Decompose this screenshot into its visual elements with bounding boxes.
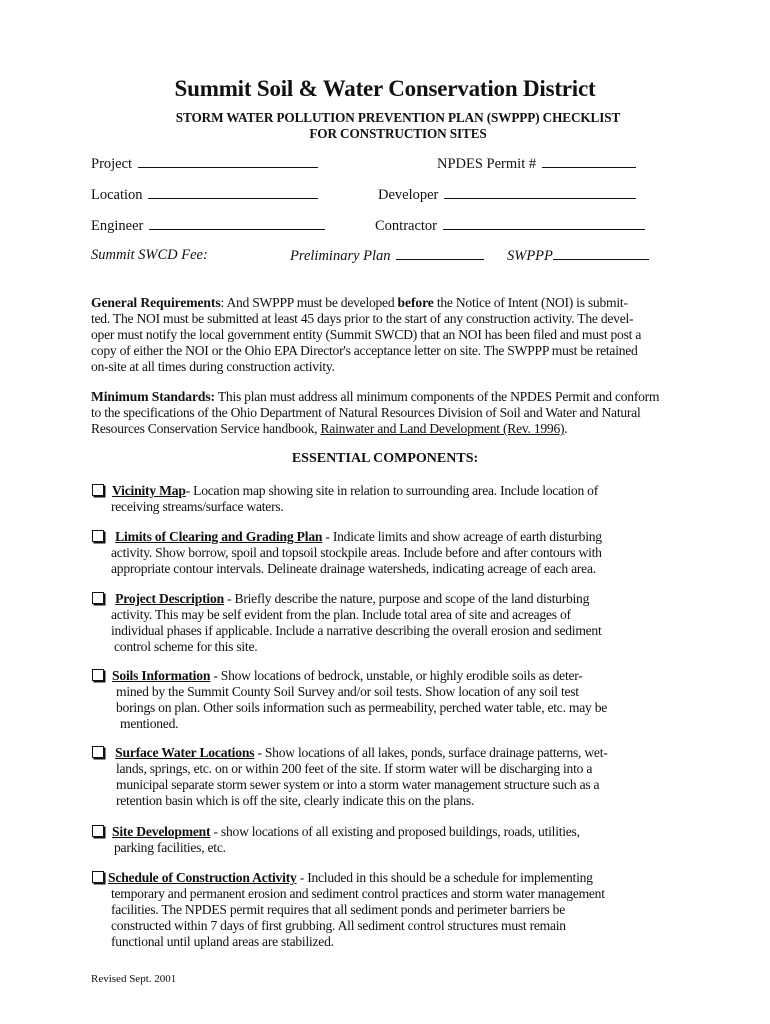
checklist-item-surface-water [92,745,692,809]
npdes-blank[interactable] [542,155,636,168]
project-field[interactable] [91,155,318,173]
page-title: Summit Soil & Water Conservation District [174,76,596,101]
swppp-label: SWPPP [507,248,553,264]
preliminary-blank[interactable] [396,247,484,260]
item-line: appropriate contour intervals. Delineate drainage watersheds, indicating acreage of each area. [111,561,596,576]
item-text: - Included in this should be a schedule for implementing [296,870,593,885]
item-heading: Soils Information [112,668,211,683]
minimum-line-3b: . [564,421,568,436]
contractor-field[interactable] [375,217,645,235]
checklist-item-vicinity-map [92,483,692,515]
project-label: Project [91,156,133,172]
item-heading: Schedule of Construction Activity [108,870,297,885]
checkbox-icon[interactable] [92,592,104,604]
contractor-blank[interactable] [443,217,645,230]
swppp-blank[interactable] [553,247,649,260]
item-line: activity. Show borrow, spoil and topsoil stockpile areas. Include before and after contours with [111,545,602,560]
general-label: General Requirements [91,295,221,310]
general-line-4: copy of either the NOI or the Ohio EPA Director's acceptance letter on site. The SWPPP must be retained [91,343,638,358]
item-heading: Surface Water Locations [115,745,255,760]
checkbox-icon[interactable] [92,669,104,681]
item-heading: Project Description [115,591,224,606]
item-line: activity. This may be self evident from the plan. Include total area of site and acreages of [111,607,571,622]
checklist-item-soils-information [92,668,692,732]
minimum-standards [91,389,716,437]
item-line: functional until upland areas are stabilized. [111,934,334,949]
checklist-item-site-development [92,824,692,856]
contractor-label: Contractor [375,218,438,234]
item-line: retention basin which is off the site, clearly indicate this on the plans. [116,793,475,808]
minimum-line-3a: Resources Conservation Service handbook, [91,421,321,436]
engineer-blank[interactable] [149,217,325,230]
item-line: individual phases if applicable. Include a narrative describing the overall erosion and sediment [111,623,602,638]
handbook-link[interactable]: Rainwater and Land Development (Rev. 1996) [320,421,565,436]
item-heading: Vicinity Map [112,483,186,498]
minimum-label: Minimum Standards: [91,389,215,404]
item-text: - Indicate limits and show acreage of earth disturbing [322,529,602,544]
item-line: mentioned. [120,716,179,731]
general-bold-word: before [397,295,434,310]
checkbox-icon[interactable] [92,530,104,542]
revision-note: Revised Sept. 2001 [91,973,177,985]
item-line: mined by the Summit County Soil Survey and/or soil tests. Show location of any soil test [116,684,579,699]
developer-field[interactable] [378,186,636,204]
item-line: borings on plan. Other soils information such as permeability, perched water table, etc. may be [116,700,608,715]
item-text: - Briefly describe the nature, purpose and scope of the land disturbing [223,591,590,606]
checkbox-icon[interactable] [92,871,104,883]
item-text: - Location map showing site in relation to surrounding area. Include location of [185,483,598,498]
item-line: temporary and permanent erosion and sediment control practices and storm water management [111,886,605,901]
item-text: - Show locations of bedrock, unstable, or highly erodible soils as deter- [210,668,583,683]
location-label: Location [91,187,143,203]
project-blank[interactable] [138,155,318,168]
swppp-field[interactable] [507,247,649,265]
item-line: receiving streams/surface waters. [111,499,284,514]
general-line-2: ted. The NOI must be submitted at least 45 days prior to the start of any construction activity. The devel- [91,311,634,326]
item-text: - show locations of all existing and proposed buildings, roads, utilities, [210,824,580,839]
item-line: facilities. The NPDES permit requires that all sediment ponds and perimeter barriers be [111,902,566,917]
item-text: - Show locations of all lakes, ponds, surface drainage patterns, wet- [254,745,608,760]
item-line: control scheme for this site. [114,639,258,654]
subtitle-line-1: STORM WATER POLLUTION PREVENTION PLAN (SWPPP) CHECKLIST [175,110,621,125]
preliminary-field[interactable] [290,247,484,265]
general-text-b: the Notice of Intent (NOI) is submit- [433,295,628,310]
checkbox-icon[interactable] [92,746,104,758]
checklist-item-schedule [92,870,692,950]
developer-blank[interactable] [444,186,636,199]
item-line: municipal separate storm sewer system or into a storm water management structure such as a [116,777,600,792]
minimum-line-1: This plan must address all minimum components of the NPDES Permit and conform [214,389,660,404]
npdes-label: NPDES Permit # [437,156,537,172]
fee-label: Summit SWCD Fee: [91,247,208,263]
item-line: constructed within 7 days of first grubbing. All sediment control structures must remain [111,918,566,933]
engineer-field[interactable] [91,217,325,235]
item-line: lands, springs, etc. on or within 200 feet of the site. If storm water will be discharging into a [116,761,593,776]
item-line: parking facilities, etc. [114,840,226,855]
essential-components-heading: ESSENTIAL COMPONENTS: [291,451,479,466]
item-heading: Site Development [112,824,211,839]
location-blank[interactable] [148,186,318,199]
checkbox-icon[interactable] [92,825,104,837]
general-text-a: : And SWPPP must be developed [220,295,398,310]
general-line-5: on-site at all times during construction activity. [91,359,335,374]
npdes-field[interactable] [437,155,636,173]
general-requirements [91,295,716,375]
general-line-3: oper must notify the local government entity (Summit SWCD) that an NOI has been filed and must post a [91,327,642,342]
checklist-item-limits-clearing [92,529,692,577]
location-field[interactable] [91,186,318,204]
checkbox-icon[interactable] [92,484,104,496]
minimum-line-2: to the specifications of the Ohio Department of Natural Resources Division of Soil and Water and Natural [91,405,641,420]
checklist-item-project-description [92,591,692,655]
subtitle-line-2: FOR CONSTRUCTION SITES [309,126,487,141]
item-heading: Limits of Clearing and Grading Plan [115,529,323,544]
engineer-label: Engineer [91,218,144,234]
preliminary-label: Preliminary Plan [290,248,391,264]
developer-label: Developer [378,187,439,203]
